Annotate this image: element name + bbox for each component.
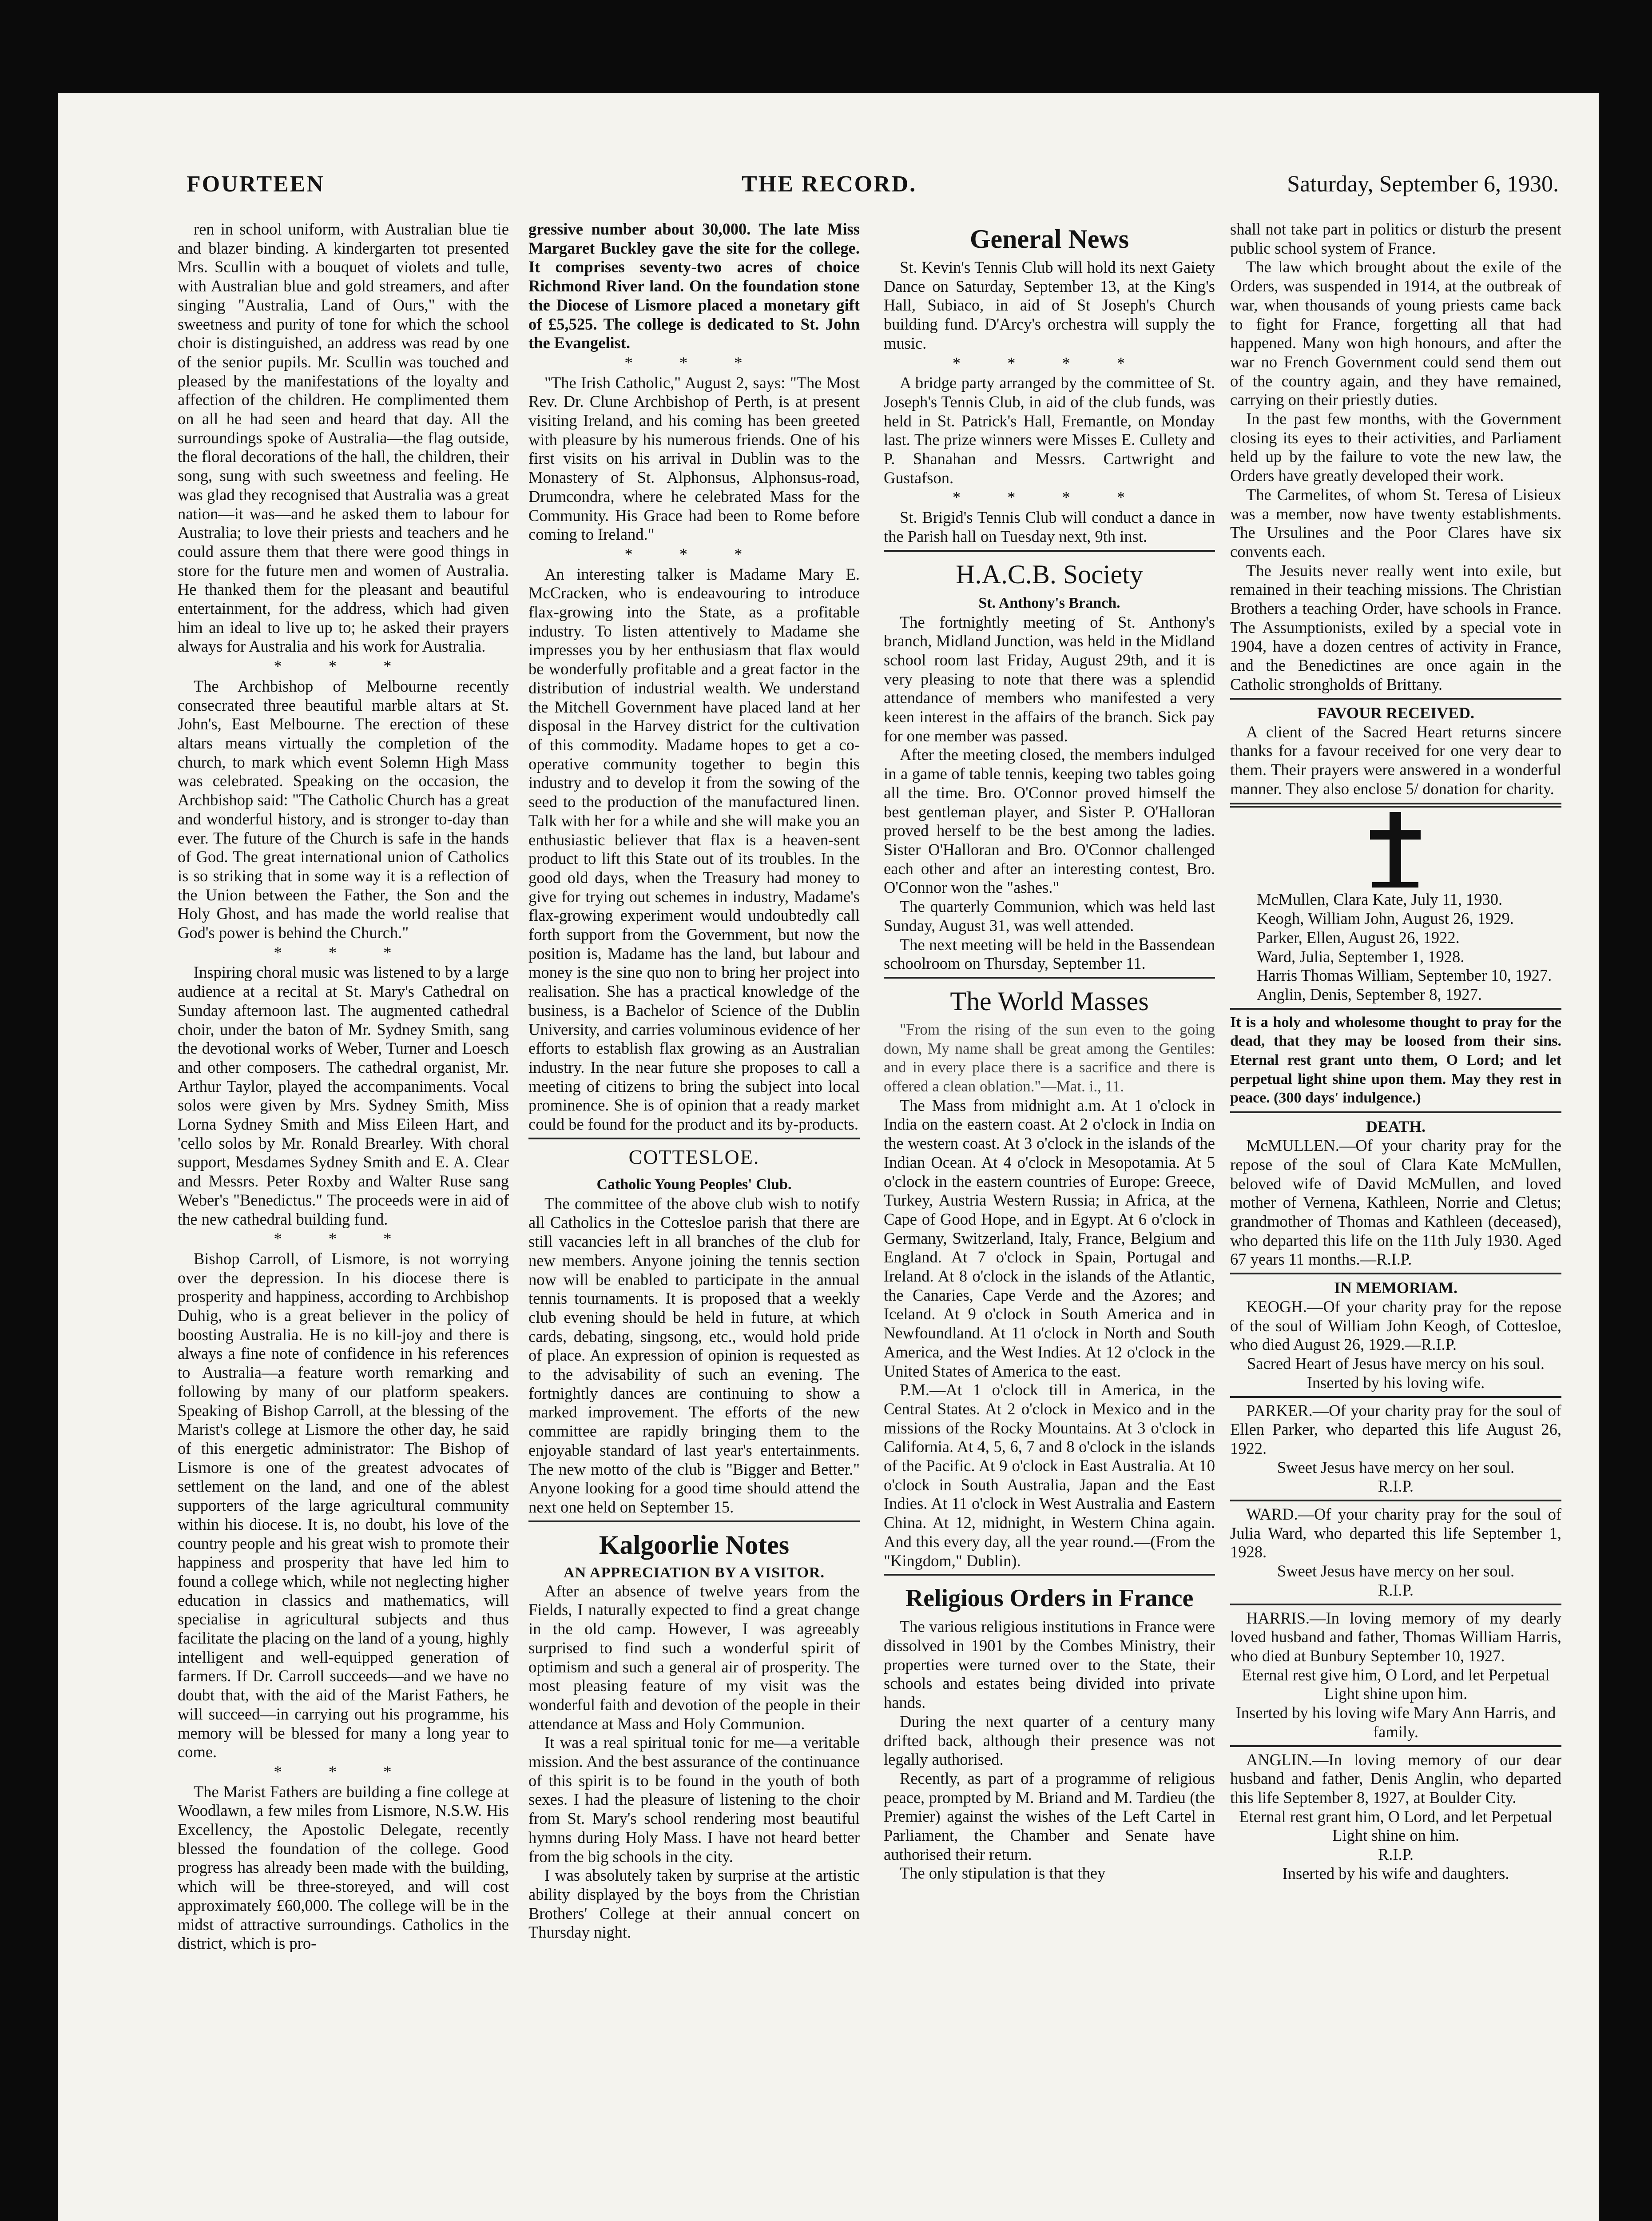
hacb-subheading: St. Anthony's Branch.: [978, 594, 1120, 611]
column-rule: [1230, 1111, 1561, 1113]
orders-paragraph-2: During the next quarter of a century many drifted back, although their presence was not legally authorised.: [884, 1712, 1215, 1769]
religious-orders-heading: Religious Orders in France: [905, 1584, 1194, 1612]
death-entry: Ward, Julia, September 1, 1928.: [1257, 947, 1465, 966]
orders-paragraph-7: In the past few months, with the Government closing its eyes to their activities, and Parliament held up by the failure to vote the new law, the Orders have greatly developed their work.: [1230, 410, 1561, 485]
parker-notice: PARKER.—Of your charity pray for the soul of Ellen Parker, who departed this life August 26, 1922.: [1230, 1401, 1561, 1457]
orders-paragraph-9: The Jesuits never really went into exile, but remained in their teaching missions. The Christian Brothers a teaching Order, have schools in France. The Assumptionists, exiled by a special vote in 1904, have a dozen centres of activity in France, and the Benedictines are once again in the Catholic strongholds of Brittany.: [1230, 561, 1561, 693]
section-stars: * * *: [274, 1762, 413, 1781]
cross-icon: [1230, 812, 1561, 888]
masses-pm-paragraph: P.M.—At 1 o'clock till in America, in the Central States. At 2 o'clock in Mexico and in the missions of the Rocky Mountains. At 3 o'clock in California. At 4, 5, 6, 7 and 8 o'clock in the islands of the Pacific. At 9 o'clock in East Australia. At 10 o'clock in South Australia, Japan and the East Indies. At 11 o'clock in West Australia and Eastern China. At 12, midnight, in Western China again. And this every day, all the year round.—(From the "Kingdom," Dublin).: [884, 1381, 1215, 1570]
cottesloe-heading: COTTESLOE.: [628, 1145, 760, 1168]
orders-paragraph-5: shall not take part in politics or disturb the present public school system of France.: [1230, 220, 1561, 257]
column-3: [884, 220, 1215, 2221]
college-site-paragraph: gressive number about 30,000. The late Miss Margaret Buckley gave the site for the college. It comprises seventy-two acres of choice Richmond River land. On the foundation stone the Diocese of Lismore placed a monetary gift of £5,525. The college is dedicated to St. John the Evangelist.: [528, 220, 860, 352]
parker-prayer: Sweet Jesus have mercy on her soul.: [1277, 1458, 1515, 1477]
death-entry: McMullen, Clara Kate, July 11, 1930.: [1257, 890, 1503, 909]
column-rule: [528, 1138, 860, 1139]
section-stars: * * *: [274, 943, 413, 962]
column-4: [1230, 220, 1561, 2221]
page-number: FOURTEEN: [187, 171, 325, 197]
section-stars: * * * *: [952, 488, 1147, 507]
section-stars: * * *: [624, 353, 764, 372]
hacb-heading: H.A.C.B. Society: [956, 559, 1143, 589]
column-rule: [528, 1520, 860, 1522]
scripture-quote: "From the rising of the sun even to the going down, My name shall be great among the Gentiles: and in every place there is a sacrifice and there is offered a clean oblation."—Mat. i., 11.: [884, 1020, 1215, 1095]
column-rule: [884, 977, 1215, 979]
cottesloe-subheading: Catholic Young Peoples' Club.: [596, 1176, 792, 1193]
marist-college-paragraph: The Marist Fathers are building a fine college at Woodlawn, a few miles from Lismore, N.S.W. His Excellency, the Apostolic Delegate, recently blessed the foundation of the college. Good progress has already been made with the building, which will be three-storeyed, and will cost approximately £60,000. The college will be in the midst of attractive surroundings. Catholics in the district, which is pro-: [178, 1782, 509, 1953]
bishop-carroll-paragraph: Bishop Carroll, of Lismore, is not worrying over the depression. In his diocese there is prosperity and happiness, according to Archbishop Duhig, who is a great believer in the policy of boosting Australia. He is no kill-joy and there is always a fine note of confidence in his references to Australia—a feature worth remarking and following by many of our platform speakers. Speaking of Bishop Carroll, at the blessing of the Marist's college at Lismore the other day, he said of this energetic administrator: The Bishop of Lismore is one of the greatest advocates of settlement on the land, and one of the ablest supporters of the large agricultural community within his diocese. It is, no doubt, his love of the country people and his great wish to promote their happiness and prosperity that have led him to found a college which, while not neglecting higher education in classics and mathematics, will specialise in agricultural subjects and thus facilitate the placing on the land of a young, highly intelligent and well-equipped generation of farmers. If Dr. Carroll succeeds—and we have no doubt that, with the aid of the Marist Fathers, he will succeed—in carrying out his programme, his memory will be blessed for many a long year to come.: [178, 1249, 509, 1761]
orders-paragraph-8: The Carmelites, of whom St. Teresa of Lisieux was a member, now have twenty establishments. The Ursulines and the Poor Clares have six convents each.: [1230, 485, 1561, 561]
flax-growing-paragraph: An interesting talker is Madame Mary E. McCracken, who is endeavouring to introduce flax-growing into the State, as a profitable industry. To listen attentively to Madame she impresses you by her enthusiasm that flax would be wonderfully profitable and a great factor in the distribution of industrial wealth. We understand the Mitchell Government have placed land at her disposal in the Harvey district for the cultivation of this commodity. Madame hopes to get a co-operative community together to begin this industry and to develop it from the sowing of the seed to the production of the manufactured linen. Talk with her for a while and she will make you an enthusiastic believer that flax is a heaven-sent product to lift this State out of its troubles. In the good old days, when the Treasury had money to give for trying out schemes in industry, Madame's flax-growing experiment would undoubtedly call forth support from the Government, but now the position is, Madame has the land, but labour and money is the sine quo non to bring her project into realisation. She has a practical knowledge of the business, is a Bachelor of Science of the Dublin University, and carries voluminous evidence of her efforts to establish flax growing as an Australian industry. In the near future she proposes to call a meeting of citizens to bring the subject into local prominence. She is of opinion that a ready market could be found for the product and its by-products.: [528, 565, 860, 1134]
hacb-paragraph-1: The fortnightly meeting of St. Anthony's branch, Midland Junction, was held in the Midland school room last Friday, August 29th, and it is very pleasing to note that there was a splendid attendance of members who manifested a very keen interest in the affairs of the branch. Sick pay for one member was passed.: [884, 613, 1215, 745]
general-news-item-1: St. Kevin's Tennis Club will hold its next Gaiety Dance on Saturday, September 13, at the King's Hall, Subiaco, in aid of St Joseph's Church building fund. D'Arcy's orchestra will supply the music.: [884, 258, 1215, 352]
general-news-item-2: A bridge party arranged by the committee of St. Joseph's Tennis Club, in aid of the club funds, was held in St. Patrick's Hall, Fremantle, on Monday last. The prize winners were Misses E. Cullety and P. Shanahan and Messrs. Cartwright and Gustafson.: [884, 374, 1215, 487]
issue-date: Saturday, September 6, 1930.: [1287, 171, 1559, 197]
favour-text: A client of the Sacred Heart returns sincere thanks for a favour received for one very dear to them. Their prayers were answered in a wonderful manner. They also enclose 5/ donation for charity.: [1230, 722, 1561, 798]
orders-paragraph-1: The various religious institutions in France were dissolved in 1901 by the Combes Ministry, their properties were turned over to the State, their schools and estates being divided into private hands.: [884, 1617, 1215, 1712]
general-news-item-3: St. Brigid's Tennis Club will conduct a dance in the Parish hall on Tuesday next, 9th inst.: [884, 508, 1215, 545]
death-entry: Anglin, Denis, September 8, 1927.: [1257, 985, 1482, 1003]
section-stars: * * *: [274, 1230, 413, 1248]
death-entry: Parker, Ellen, August 26, 1922.: [1257, 928, 1460, 947]
kalgoorlie-paragraph-1: After an absence of twelve years from the Fields, I naturally expected to find a great change in the old camp. However, I was agreeably surprised to find such a wonderful spirit of optimism and such a general air of prosperity. The most pleasing feature of my visit was the wonderful faith and devotion of the people in their attendance at Mass and Holy Communion.: [528, 1581, 860, 1733]
section-stars: * * *: [274, 657, 413, 676]
mcmullen-notice: McMULLEN.—Of your charity pray for the repose of the soul of Clara Kate McMullen, beloved wife of David McMullen, and loved mother of Vernena, Kathleen, Norrie and Cletus; grandmother of Thomas and Kathleen (deceased), who departed this life on the 11th July 1930. Aged 67 years 11 months.—R.I.P.: [1230, 1136, 1561, 1269]
harris-inserted-by: Inserted by his loving wife Mary Ann Harris, and family.: [1235, 1704, 1556, 1741]
ward-notice: WARD.—Of your charity pray for the soul of Julia Ward, who departed this life September 1, 1928.: [1230, 1505, 1561, 1561]
favour-heading: FAVOUR RECEIVED.: [1317, 704, 1474, 722]
kalgoorlie-paragraph-3: I was absolutely taken by surprise at the artistic ability displayed by the boys from the Christian Brothers' College at their annual concert on Thursday night.: [528, 1866, 860, 1942]
keogh-notice: KEOGH.—Of your charity pray for the repose of the soul of William John Keogh, of Cottesloe, who died August 26, 1929.—R.I.P.: [1230, 1298, 1561, 1354]
newspaper-page: [58, 93, 1599, 2221]
scullin-visit-paragraph: ren in school uniform, with Australian blue tie and blazer binding. A kindergarten tot presented Mrs. Scullin with a bouquet of violets and tulle, with Australian blue and gold streamers, and after singing "Australia, Land of Ours," with the sweetness and purity of tone for which the school choir is distinguished, an address was read by one of the senior pupils. Mr. Scullin was touched and pleased by the manifestations of the loyalty and affection of the children. He complimented them on all he had seen and heard that day. All the surroundings spoke of Australia—the flag outside, the floral decorations of the hall, the children, their song, sung with such sweetness and feeling. He was glad they recognised that Australia was a great nation—it was—and he asked them to labour for Australia; to love their priests and teachers and he could assure them that there were good things in store for the future men and women of Australia. He thanked them for the pleasant and beautiful entertainment, for the address, which had given him an ideal to live up to; he asked their prayers always for Australia and his work for Australia.: [178, 220, 509, 656]
column-rule: [1230, 1745, 1561, 1747]
masthead: THE RECORD.: [742, 171, 917, 197]
column-rule: [1230, 1396, 1561, 1398]
hacb-paragraph-3: The quarterly Communion, which was held last Sunday, August 31, was well attended.: [884, 897, 1215, 935]
death-entry: Harris Thomas William, September 10, 1927.: [1257, 966, 1552, 985]
column-rule: [1230, 1008, 1561, 1010]
masses-am-paragraph: The Mass from midnight a.m. At 1 o'clock in India on the eastern coast. At 2 o'clock in India on the western coast. At 3 o'clock in the islands of the Indian Ocean. At 4 o'clock in Mesopotamia. At 5 o'clock in the eastern countries of Europe: Greece, Turkey, Austria Western Russia; in Africa, at the Cape of Good Hope, and in Egypt. At 6 o'clock in Germany, Switzerland, Italy, France, Belgium and England. At 7 o'clock in Spain, Portugal and Ireland. At 8 o'clock in the islands of the Atlantic, the Canaries, Cape Verde and the Azores; and Iceland. At 9 o'clock in South America and in Newfoundland. At 11 o'clock in North and South America, and the West Indies. At 12 o'clock in the United States of America to the east.: [884, 1096, 1215, 1380]
orders-paragraph-4: The only stipulation is that they: [900, 1864, 1106, 1883]
ward-prayer: Sweet Jesus have mercy on her soul.: [1277, 1562, 1515, 1580]
anglin-notice: ANGLIN.—In loving memory of our dear husband and father, Denis Anglin, who departed this life September 8, 1927, at Boulder City.: [1230, 1750, 1561, 1807]
column-rule: [1230, 1500, 1561, 1501]
section-stars: * * *: [624, 545, 764, 563]
cottesloe-club-paragraph: The committee of the above club wish to notify all Catholics in the Cottesloe parish that there are still vacancies left in all branches of the club for new members. Anyone joining the tennis section now will be enabled to participate in the annual tennis tournaments. It is proposed that a weekly club evening should be held in future, at which cards, debating, singsong, etc., would hold pride of place. An expression of opinion is requested as to the advisability of such an evening. The fortnightly dances are continuing to show a marked improvement. The efforts of the new committee are rapidly bringing them to the enjoyable standard of last year's entertainments. The new motto of the club is "Bigger and Better." Anyone looking for a good time should attend the next one held on September 15.: [528, 1194, 860, 1516]
prayer-for-dead: It is a holy and wholesome thought to pray for the dead, that they may be loosed from their sins. Eternal rest grant unto them, O Lord; and let perpetual light shine upon them. May they rest in peace. (300 days' indulgence.): [1230, 1014, 1561, 1107]
orders-paragraph-6: The law which brought about the exile of the Orders, was suspended in 1914, at the outbreak of war, when thousands of young priests came back to fight for France, forgetting all that had happened. Many won high honours, and after the war no French Government could send them out of the country again, and they have remained, carrying on their priestly duties.: [1230, 258, 1561, 409]
harris-notice: HARRIS.—In loving memory of my dearly loved husband and father, Thomas William Harris, who died at Bunbury September 10, 1927.: [1230, 1608, 1561, 1665]
orders-paragraph-3: Recently, as part of a programme of religious peace, prompted by M. Briand and M. Tardieu (the Premier) against the wishes of the Left Cartel in Parliament, the Chamber and Senate have authorised their return.: [884, 1769, 1215, 1863]
kalgoorlie-heading: Kalgoorlie Notes: [599, 1530, 790, 1560]
kalgoorlie-paragraph-2: It was a real spiritual tonic for me—a veritable mission. And the best assurance of the continuance of this spirit is to be found in the youth of both sexes. I had the pleasure of listening to the choir from St. Mary's school rendering most beautiful hymns during Holy Mass. I have not heard better from the big schools in the city.: [528, 1733, 860, 1866]
melbourne-altars-paragraph: The Archbishop of Melbourne recently consecrated three beautiful marble altars at St. John's, East Melbourne. The erection of these altars means virtually the completion of the church, to mark which event Solemn High Mass was celebrated. Speaking on the occasion, the Archbishop said: "The Catholic Church has a great and wonderful history, and is stronger to-day than ever. The future of the Church is safe in the hands of God. The great international union of Catholics is so striking that in some way it is a reflection of the Union between the Father, the Son and the Holy Ghost, and has made the world realise that God's power is behind the Church.": [178, 677, 509, 942]
anglin-rip: R.I.P.: [1378, 1845, 1414, 1864]
column-rule: [884, 1574, 1215, 1576]
ward-rip: R.I.P.: [1378, 1580, 1414, 1599]
parker-rip: R.I.P.: [1378, 1477, 1414, 1496]
harris-prayer: Eternal rest give him, O Lord, and let Perpetual Light shine upon him.: [1242, 1665, 1550, 1703]
memoriam-heading: IN MEMORIAM.: [1334, 1279, 1457, 1297]
irish-catholic-paragraph: "The Irish Catholic," August 2, says: "The Most Rev. Dr. Clune Archbishop of Perth, is at present visiting Ireland, and his coming has been greeted with pleasure by his numerous friends. One of his first visits on his arrival in Dublin was to the Monastery of St. Alphonsus, Alphonsus-road, Drumcondra, where he celebrated Mass for the Community. His Grace had been to Rome before coming to Ireland.": [528, 373, 860, 544]
column-rule: [1230, 698, 1561, 700]
column-1: [178, 220, 509, 2221]
keogh-inserted-by: Inserted by his loving wife.: [1307, 1373, 1485, 1392]
death-heading: DEATH.: [1366, 1118, 1426, 1136]
double-rule: [1230, 803, 1561, 808]
anglin-inserted-by: Inserted by his wife and daughters.: [1282, 1864, 1509, 1883]
world-masses-heading: The World Masses: [950, 986, 1149, 1016]
column-rule: [1230, 1273, 1561, 1274]
anglin-prayer: Eternal rest grant him, O Lord, and let Perpetual Light shine on him.: [1239, 1807, 1553, 1845]
kalgoorlie-subheading: AN APPRECIATION BY A VISITOR.: [564, 1564, 825, 1581]
keogh-sacred-heart: Sacred Heart of Jesus have mercy on his soul.: [1247, 1354, 1545, 1373]
hacb-paragraph-2: After the meeting closed, the members indulged in a game of table tennis, keeping two tables going all the time. Bro. O'Connor proved himself the best gentleman player, and Sister P. O'Halloran proved herself to be the best among the ladies. Sister O'Halloran and Bro. O'Connor challenged each other and after an interesting contest, Bro. O'Connor won the "ashes.": [884, 745, 1215, 897]
death-entry: Keogh, William John, August 26, 1929.: [1257, 909, 1514, 928]
general-news-heading: General News: [969, 224, 1129, 254]
section-stars: * * * *: [952, 354, 1147, 372]
column-2: [528, 220, 860, 2221]
hacb-paragraph-4: The next meeting will be held in the Bassendean schoolroom on Thursday, September 11.: [884, 935, 1215, 973]
column-rule: [884, 550, 1215, 552]
choral-recital-paragraph: Inspiring choral music was listened to by a large audience at a recital at St. Mary's Cathedral on Sunday afternoon last. The augmented cathedral choir, under the baton of Mr. Sydney Smith, sang the devotional works of Weber, Turner and Loesch and other composers. The cathedral organist, Mr. Arthur Taylor, played the accompaniments. Vocal solos were given by Mrs. Sydney Smith, Miss Lorna Sydney Smith and Miss Eileen Hart, and 'cello solos by Mr. Ronald Brearley. With choral support, Mesdames Sydney Smith and E. A. Clear and Messrs. Peter Roxby and Walter Ruse sang Weber's "Benedictus." The proceeds were in aid of the new cathedral building fund.: [178, 963, 509, 1228]
column-rule: [1230, 1604, 1561, 1605]
deaths-list: [1230, 890, 1561, 1004]
